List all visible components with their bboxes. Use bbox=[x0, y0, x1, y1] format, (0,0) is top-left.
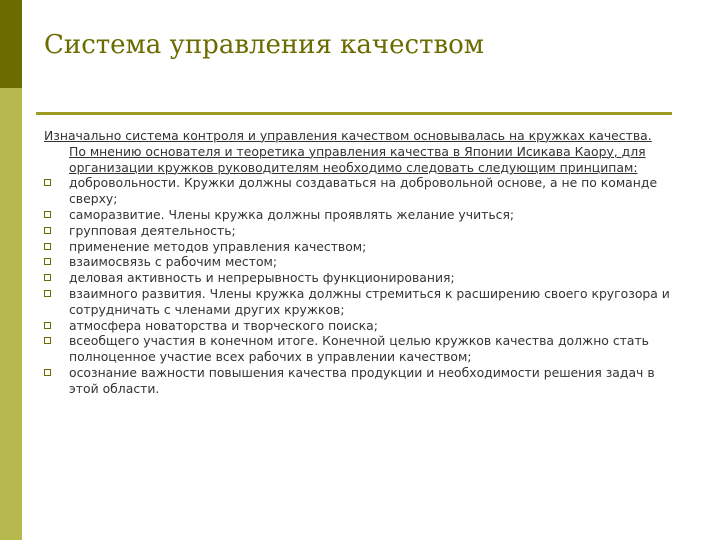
list-item-text: осознание важности повышения качества продукции и необходимости решения задач в этой области. bbox=[69, 364, 655, 396]
list-item bbox=[44, 223, 670, 239]
slide-title: Система управления качеством bbox=[44, 30, 484, 60]
list-item-text: атмосфера новаторства и творческого поиска; bbox=[69, 317, 378, 333]
square-bullet-icon bbox=[44, 369, 51, 376]
list-item-text: добровольности. Кружки должны создаваться на добровольной основе, а не по команде сверху; bbox=[69, 175, 658, 207]
list-item bbox=[44, 239, 670, 255]
list-item-text: всеобщего участия в конечном итоге. Конечной целью кружков качества должно стать полноценное участие всех рабочих в управлении качеством; bbox=[69, 333, 649, 365]
square-bullet-icon bbox=[44, 227, 51, 234]
square-bullet-icon bbox=[44, 337, 51, 344]
intro-paragraph: Изначально система контроля и управления качеством основывалась на кружках качества. По мнению основателя и теоретика управления качества в Японии Исикава Каору, для организации кружков руководителям необходимо следовать следующим принципам: bbox=[44, 128, 652, 175]
square-bullet-icon bbox=[44, 211, 51, 218]
square-bullet-icon bbox=[44, 258, 51, 265]
list-item bbox=[44, 254, 670, 270]
list-item bbox=[44, 286, 670, 318]
list-item-text: групповая деятельность; bbox=[69, 222, 236, 238]
list-item-text: применение методов управления качеством; bbox=[69, 238, 367, 254]
list-item-text: взаимосвязь с рабочим местом; bbox=[69, 254, 278, 270]
accent-bar-bottom bbox=[0, 88, 22, 540]
list-item bbox=[44, 175, 670, 207]
square-bullet-icon bbox=[44, 322, 51, 329]
square-bullet-icon bbox=[44, 179, 51, 186]
list-item-text: саморазвитие. Члены кружка должны проявлять желание учиться; bbox=[69, 206, 515, 222]
title-divider bbox=[36, 112, 672, 115]
list-item-text: взаимного развития. Члены кружка должны стремиться к расширению своего кругозора и сотрудничать с членами других кружков; bbox=[69, 285, 670, 317]
principles-list bbox=[44, 175, 670, 396]
square-bullet-icon bbox=[44, 274, 51, 281]
list-item bbox=[44, 318, 670, 334]
accent-bar-top bbox=[0, 0, 22, 88]
list-item bbox=[44, 365, 670, 397]
square-bullet-icon bbox=[44, 290, 51, 297]
list-item bbox=[44, 333, 670, 365]
list-item-text: деловая активность и непрерывность функционирования; bbox=[69, 270, 455, 286]
slide-body bbox=[44, 128, 670, 397]
square-bullet-icon bbox=[44, 243, 51, 250]
list-item bbox=[44, 207, 670, 223]
list-item bbox=[44, 270, 670, 286]
